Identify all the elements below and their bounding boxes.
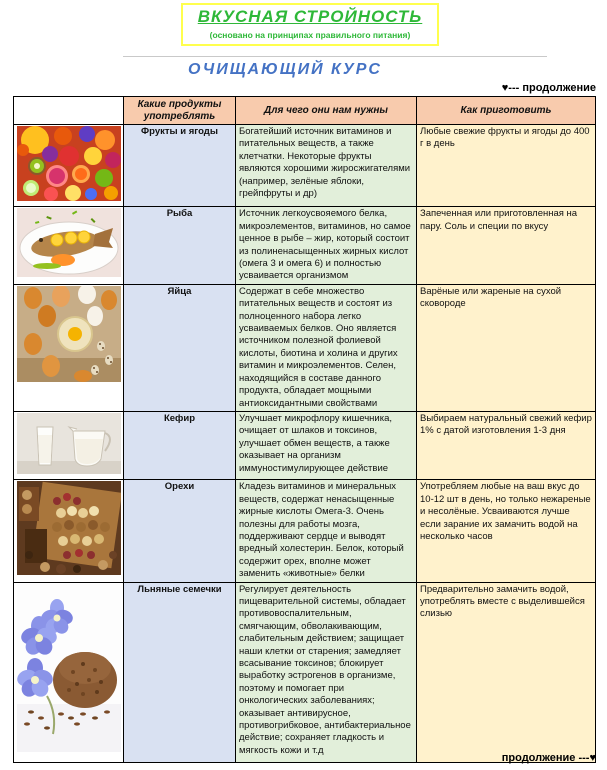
divider-line — [123, 56, 547, 57]
why-text: Регулирует деятельность пищеварительной системы, обладает противовоспалительным, смягчающим, обволакивающим, слабительным действием; защищает наши клетки от старения; замедляет всасывание токсинов; блокирует выработку эстрогенов в организме, поэтому и помогает при онкологических заболеваниях; оказывает антивирусное, противогрибковое, антибактериальное действие; сохраняет гладкость и мягкость кожи и т.д — [236, 582, 417, 762]
fish-image-cell — [14, 207, 124, 284]
fruits-and-berries-photo-icon — [17, 126, 121, 201]
fruits-image-cell — [14, 125, 124, 207]
food-table — [13, 96, 596, 763]
table-header-row — [14, 97, 596, 125]
why-text: Богатейший источник витаминов и питательных веществ, а также клетчатки. Некоторые фрукты являются хорошими жиросжигателями (например, зелёные яблоки, грейпфруты и др) — [236, 125, 417, 207]
how-text: Употребляем любые на ваш вкус до 10-12 шт в день, но только нежареные и несолёные. Усваиваются лучше если зарание их замачить водой на несколько часов — [417, 480, 596, 582]
product-name: Фрукты и ягоды — [124, 125, 236, 207]
course-title: ОЧИЩАЮЩИЙ КУРС — [188, 61, 382, 78]
header-how-col: Как приготовить — [417, 97, 596, 125]
table-row-fruits — [14, 125, 596, 207]
table-row-fish — [14, 207, 596, 284]
continuation-bottom-label: продолжение ---♥ — [501, 752, 596, 764]
page-subtitle: (основано на принципах правильного питания) — [209, 30, 411, 40]
nuts-image-cell — [14, 480, 124, 582]
baked-fish-photo-icon — [17, 208, 121, 277]
product-name: Яйца — [124, 284, 236, 411]
product-name: Кефир — [124, 411, 236, 479]
why-text: Улучшает микрофлору кишечника, очищает от шлаков и токсинов, улучшает обмен веществ, а также оказывает на организм иммуностимулирующее действие — [236, 411, 417, 479]
how-text: Варёные или жареные на сухой сковороде — [417, 284, 596, 411]
header-products-col: Какие продукты употреблять — [124, 97, 236, 125]
page-title: ВКУСНАЯ СТРОЙНОСТЬ — [197, 7, 423, 26]
how-text: Запеченная или приготовленная на пару. Соль и специи по вкусу — [417, 207, 596, 284]
title-box — [181, 3, 439, 46]
how-text: Выбираем натуральный свежий кефир 1% с датой изготовления 1-3 дня — [417, 411, 596, 479]
kefir-image-cell — [14, 411, 124, 479]
why-text: Кладезь витаминов и минеральных веществ, содержат ненасыщенные жирные кислоты Омега-3. Очень полезны для работы мозга, поддерживают сердце и выводят вредный холестерин. Белок, который содержит орех, вполне может заменить «животные» белки — [236, 480, 417, 582]
kefir-milk-photo-icon — [17, 413, 121, 474]
continuation-top-label: ♥--- продолжение — [501, 82, 596, 94]
table-row-flax — [14, 582, 596, 762]
how-text: Любые свежие фрукты и ягоды до 400 г в день — [417, 125, 596, 207]
nuts-photo-icon — [17, 481, 121, 575]
product-name: Орехи — [124, 480, 236, 582]
why-text: Содержат в себе множество питательных веществ и состоят из полноценного набора легко усваиваемых белков. Оно является источником полезной фолиевой кислоты, биотина и холина и других витамин и микроэлементов. Селен, находящийся в составе данного продукта, обладает мощными антиоксидантными свойствами — [236, 284, 417, 411]
header-image-col — [14, 97, 124, 125]
product-name: Рыба — [124, 207, 236, 284]
how-text: Предварительно замачить водой, употреблять вместе с выделившейся слизью — [417, 582, 596, 762]
table-row-kefir — [14, 411, 596, 479]
why-text: Источник легкоусвояемого белка, микроэлементов, витаминов, но самое ценное в рыбе – жир, который состоит из полиненасыщенных жирных кислот (омега 3 и омега 6) и полностью усваивается организмом — [236, 207, 417, 284]
eggs-photo-icon — [17, 286, 121, 382]
table-row-nuts — [14, 480, 596, 582]
flax-image-cell — [14, 582, 124, 762]
product-name: Льняные семечки — [124, 582, 236, 762]
flax-seeds-photo-icon — [17, 584, 121, 752]
table-row-eggs — [14, 284, 596, 411]
header-why-col: Для чего они нам нужны — [236, 97, 417, 125]
eggs-image-cell — [14, 284, 124, 411]
